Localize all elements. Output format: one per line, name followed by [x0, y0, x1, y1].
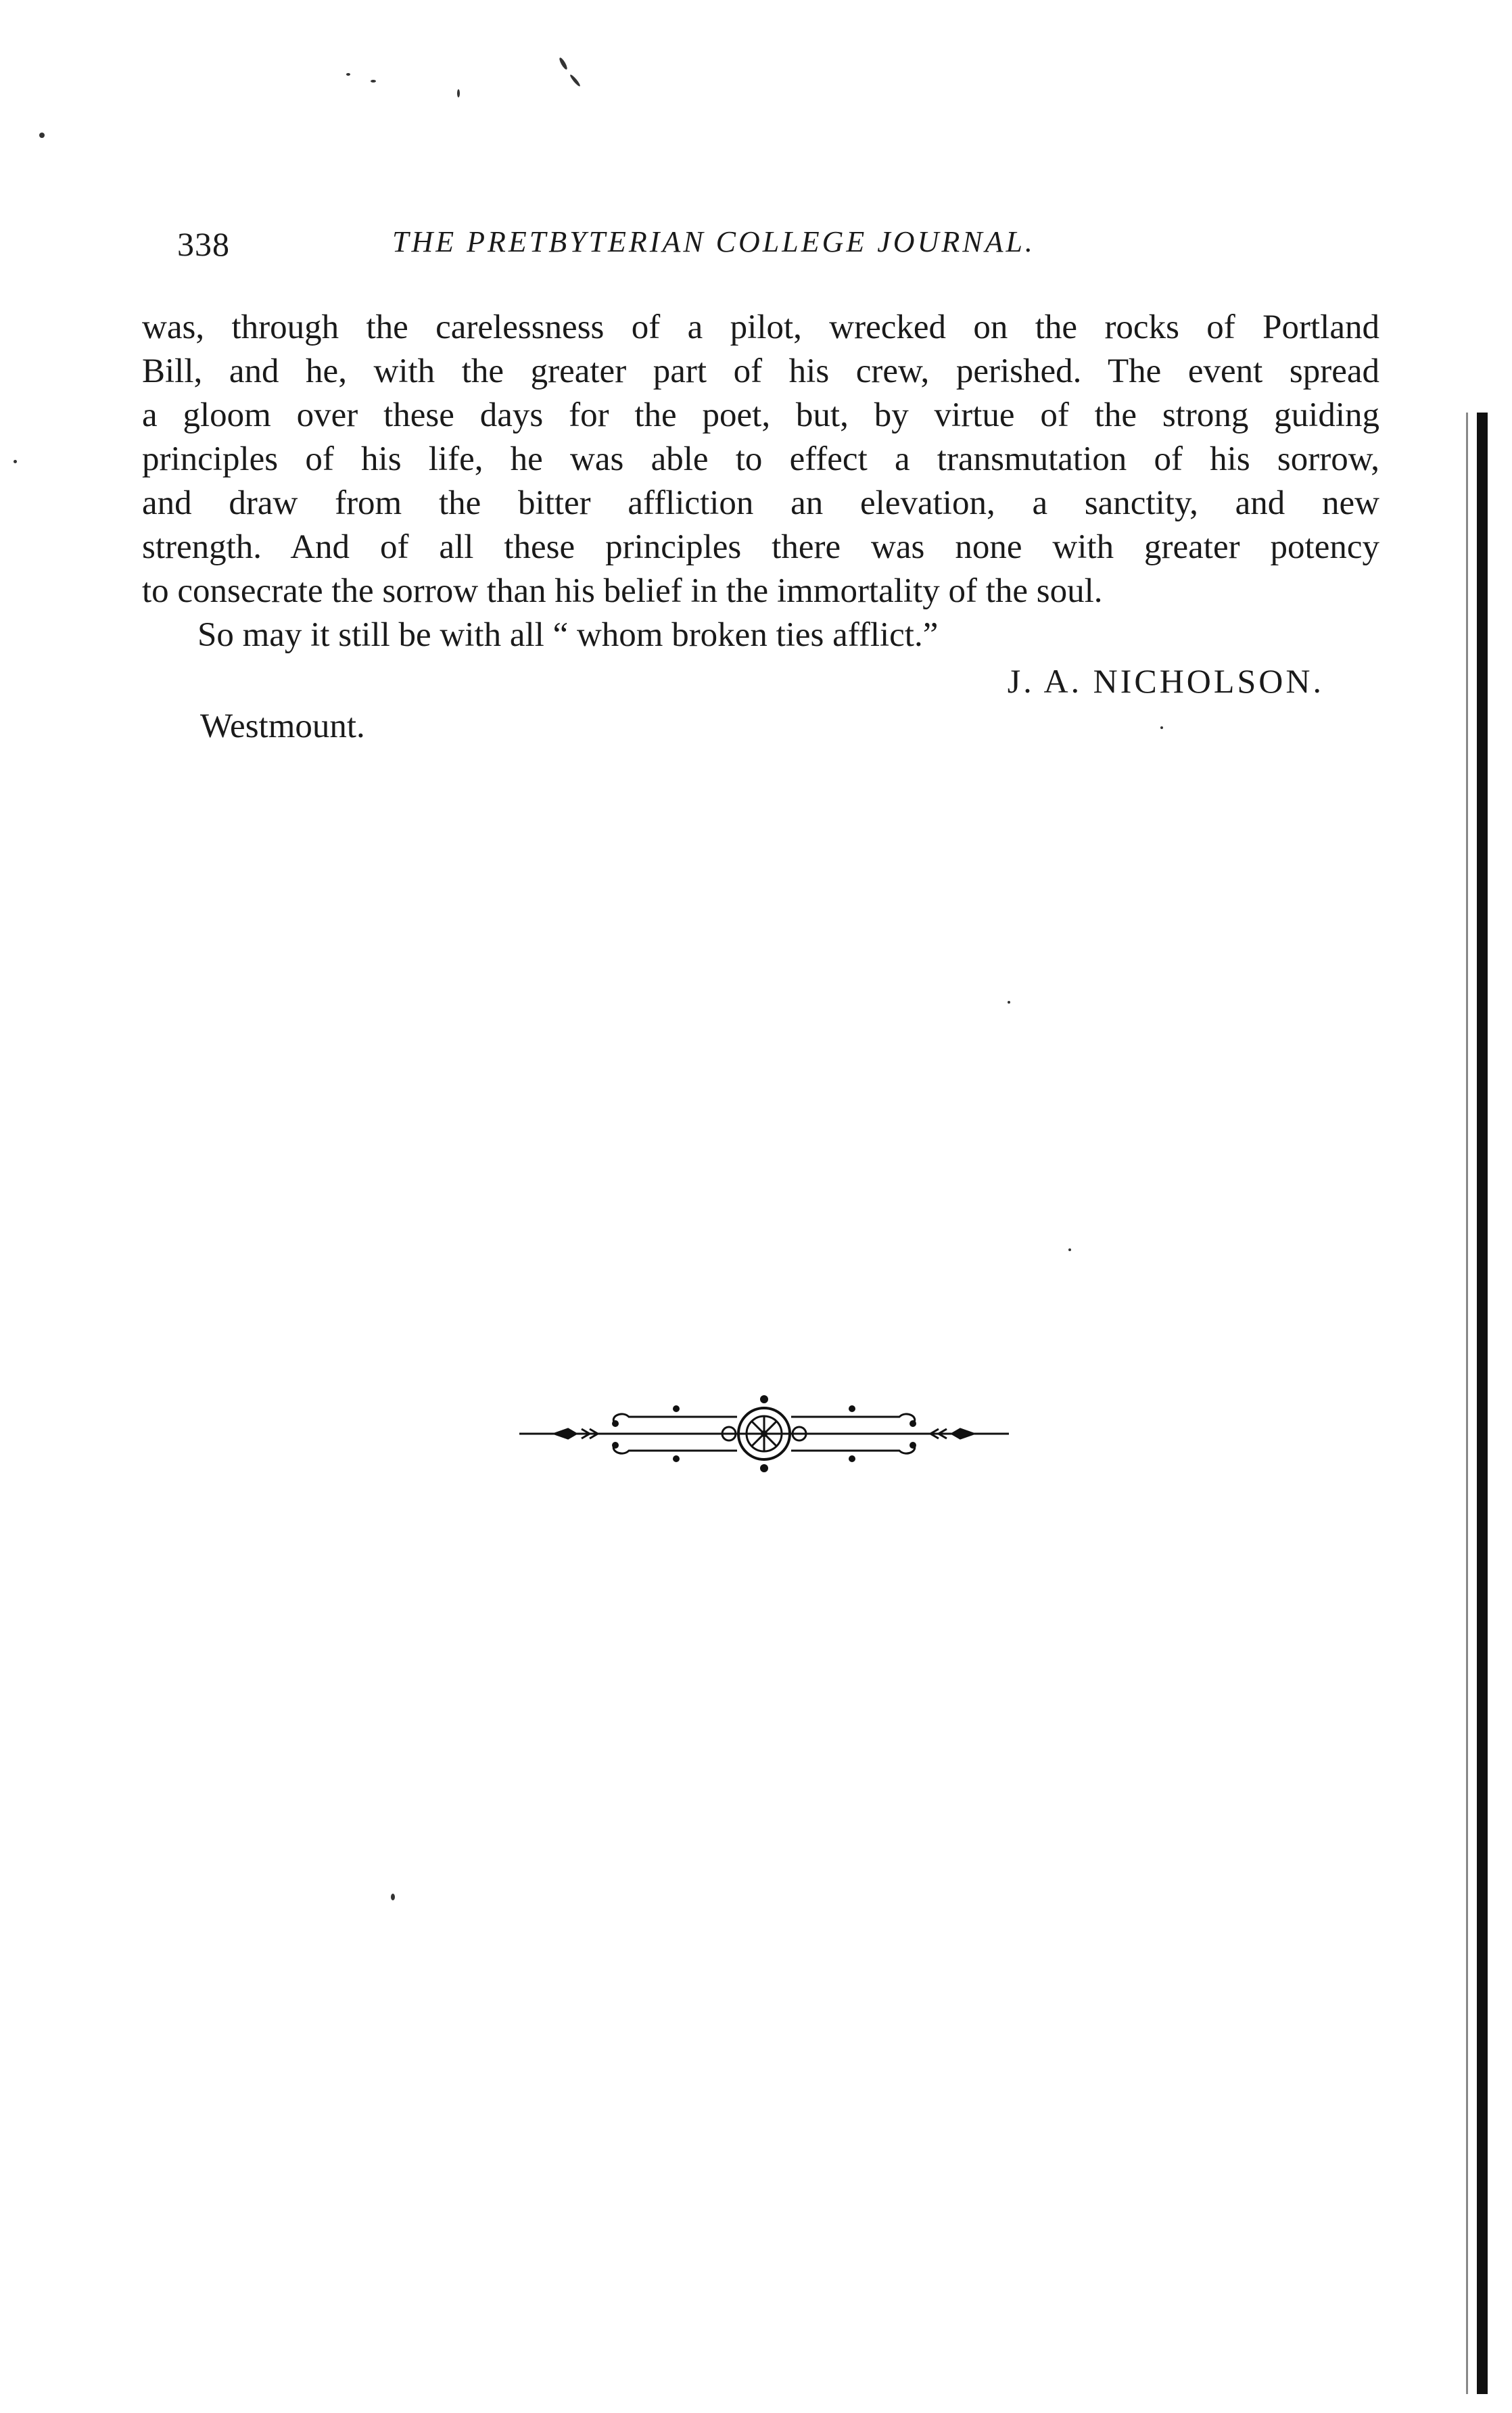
text-line-quote: So may it still be with all “ whom broken ties afflict.” — [197, 616, 939, 654]
text-line: to consecrate the sorrow than his belief in the immortality of the soul. — [142, 572, 1103, 610]
text-line: and draw from the bitter affliction an elevation, a sanctity, and new — [142, 484, 1379, 522]
page-header — [177, 220, 1151, 268]
scan-speck — [457, 89, 460, 97]
text-line: Bill, and he, with the greater part of his crew, perished. The event spread — [142, 352, 1379, 390]
author-signature — [1008, 661, 1324, 701]
page-edge-binding — [1477, 413, 1488, 2394]
page-edge-shadow — [1466, 413, 1468, 2394]
scan-speck — [39, 133, 45, 138]
scan-speck — [371, 80, 376, 83]
place-line: Westmount. — [200, 707, 365, 745]
running-title: THE PRETBYTERIAN COLLEGE JOURNAL. — [392, 225, 1035, 258]
scan-speck — [346, 73, 350, 76]
text-line: was, through the carelessness of a pilot, wrecked on the rocks of Portland — [142, 308, 1379, 346]
text-line: strength. And of all these principles there was none with greater potency — [142, 528, 1379, 566]
text-line: principles of his life, he was able to effect a transmutation of his sorrow, — [142, 440, 1379, 478]
page-number: 338 — [177, 225, 230, 263]
scan-speck — [569, 74, 582, 87]
scan-speck — [14, 460, 17, 463]
signature-initials: J. A. N — [1007, 662, 1120, 700]
signature-surname: ICHOLSON. — [1120, 662, 1324, 700]
scan-speck — [1068, 1248, 1071, 1251]
scan-speck — [1160, 726, 1163, 729]
scan-speck — [391, 1894, 395, 1900]
body-text — [142, 306, 1379, 657]
scan-speck — [558, 57, 568, 70]
scan-speck — [1008, 1001, 1010, 1004]
text-line: a gloom over these days for the poet, but, by virtue of the strong guiding — [142, 396, 1379, 434]
decorative-ornament-icon — [514, 1390, 1014, 1478]
